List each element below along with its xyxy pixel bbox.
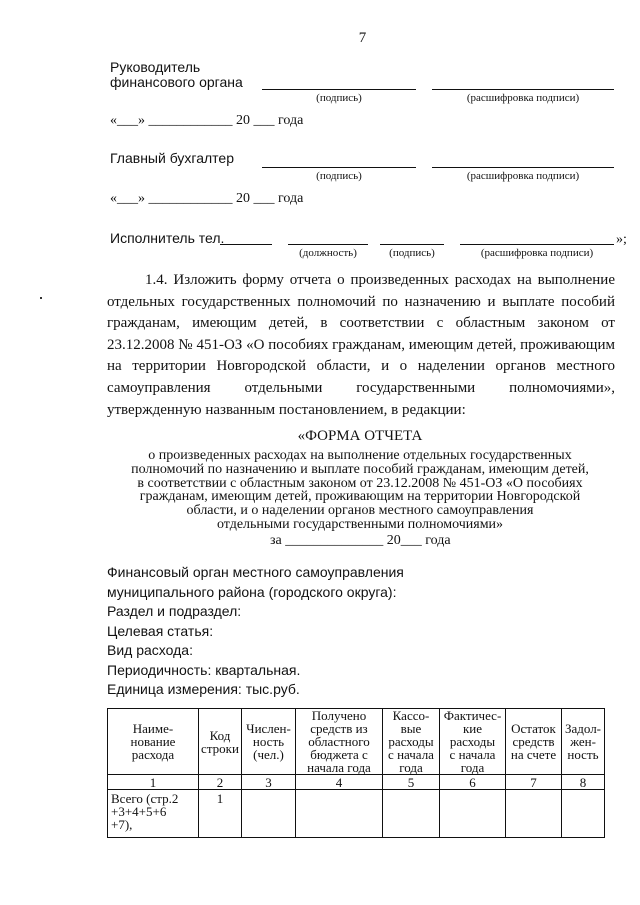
head-signature-caption: (подпись) (316, 92, 362, 104)
table-cell[interactable] (383, 790, 440, 838)
header-cash-expenses: Кассо- вые расходы с начала года (383, 709, 440, 775)
form-subtitle-line: гражданам, имеющим детей, проживающим на территории Новгородской (139, 489, 581, 505)
form-subtitle-line: о произведенных расходах на выполнение отдельных государственных (148, 448, 572, 463)
form-subtitle-line: области, и о наделении органов местного самоуправления (186, 503, 534, 519)
report-table (107, 708, 605, 838)
row-total-name: Всего (стр.2 +3+4+5+6 +7), (108, 790, 199, 838)
header-actual-expenses: Фактичес- кие расходы с начала года (440, 709, 506, 775)
executor-phone-line[interactable] (220, 244, 272, 245)
table-cell[interactable] (440, 790, 506, 838)
field-financial-body: Финансовый орган местного самоуправления (107, 564, 404, 580)
executor-signature-line[interactable] (380, 244, 444, 245)
column-number: 1 (108, 775, 199, 790)
column-number: 8 (562, 775, 605, 790)
executor-decoding-line[interactable] (460, 244, 614, 245)
table-row (108, 790, 605, 838)
field-periodicity: Периодичность: квартальная. (107, 661, 301, 678)
field-unit: Единица измерения: тыс.руб. (107, 681, 300, 697)
executor-position-caption: (должность) (299, 247, 357, 259)
column-number: 6 (440, 775, 506, 790)
table-cell[interactable] (242, 790, 296, 838)
column-number: 3 (242, 775, 296, 790)
header-headcount: Числен- ность (чел.) (242, 709, 296, 775)
field-expense-type: Вид расхода: (107, 642, 193, 658)
head-signature-line[interactable] (262, 89, 416, 90)
column-number: 7 (506, 775, 562, 790)
table-cell[interactable] (506, 790, 562, 838)
header-row-code: Код строки (199, 709, 242, 775)
header-received-funds: Получено средств из областного бюджета с начала года (296, 709, 383, 775)
field-target-article: Целевая статья: (107, 622, 214, 639)
row-total-code: 1 (199, 790, 242, 838)
table-cell[interactable] (562, 790, 605, 838)
head-label (110, 60, 243, 90)
head-decoding-caption: (расшифровка подписи) (466, 92, 580, 104)
column-number: 4 (296, 775, 383, 790)
table-cell[interactable] (296, 790, 383, 838)
column-number: 2 (199, 775, 242, 790)
table-header-row (108, 709, 605, 775)
chief-date-line[interactable]: «___» ____________ 20 ___ года (110, 191, 304, 206)
executor-label: Исполнитель тел. (110, 230, 225, 246)
chief-accountant-label: Главный бухгалтер (110, 150, 234, 166)
field-municipal-district: муниципального района (городского округа): (107, 583, 397, 600)
amendment-paragraph (107, 270, 615, 421)
form-subtitle-line: полномочий по назначению и выплате пособий гражданам, имеющим детей, (131, 461, 589, 477)
form-subtitle (110, 449, 610, 532)
head-decoding-line[interactable] (432, 89, 614, 90)
form-fields (107, 563, 404, 700)
field-section: Раздел и подраздел: (107, 603, 242, 619)
margin-dot (40, 297, 42, 299)
header-account-balance: Остаток средств на счете (506, 709, 562, 775)
form-subtitle-line: отдельными государственными полномочиями» (216, 516, 504, 532)
column-number: 5 (383, 775, 440, 790)
page-number: 7 (358, 30, 367, 46)
executor-decoding-caption: (расшифровка подписи) (480, 247, 594, 259)
form-subtitle-line: в соответствии с областным законом от 23.12.2008 № 451-ОЗ «О пособиях (137, 475, 583, 491)
amendment-paragraph-text: 1.4. Изложить форму отчета о произведенных расходах на выполнение отдельных государственных полномочий по назначению и выплате пособий гражданам, имеющим детей, в соответствии с областным законом от 23.12.2008 № 451-ОЗ «О пособиях гражданам, имеющим детей, проживающим на территории Новгородской области, и о наделении органов местного самоуправления отдельными государственными полномочиями», утвержденную названным постановлением, в редакции: (107, 272, 615, 418)
header-debt: Задол- жен- ность (562, 709, 605, 775)
form-period-line[interactable]: за ______________ 20___ года (270, 533, 451, 548)
chief-decoding-caption: (расшифровка подписи) (466, 170, 580, 182)
chief-signature-caption: (подпись) (316, 170, 362, 182)
head-label-line1: Руководитель (110, 59, 201, 75)
head-label-line2: финансового органа (110, 74, 243, 90)
head-date-line[interactable]: «___» ____________ 20 ___ года (110, 113, 304, 128)
form-heading: «ФОРМА ОТЧЕТА (297, 428, 423, 444)
executor-signature-caption: (подпись) (389, 247, 435, 259)
table-number-row (108, 775, 605, 790)
chief-decoding-line[interactable] (432, 167, 614, 168)
executor-position-line[interactable] (288, 244, 368, 245)
end-mark: »; (616, 232, 627, 247)
header-expense-name: Наиме- нование расхода (108, 709, 199, 775)
chief-signature-line[interactable] (262, 167, 416, 168)
